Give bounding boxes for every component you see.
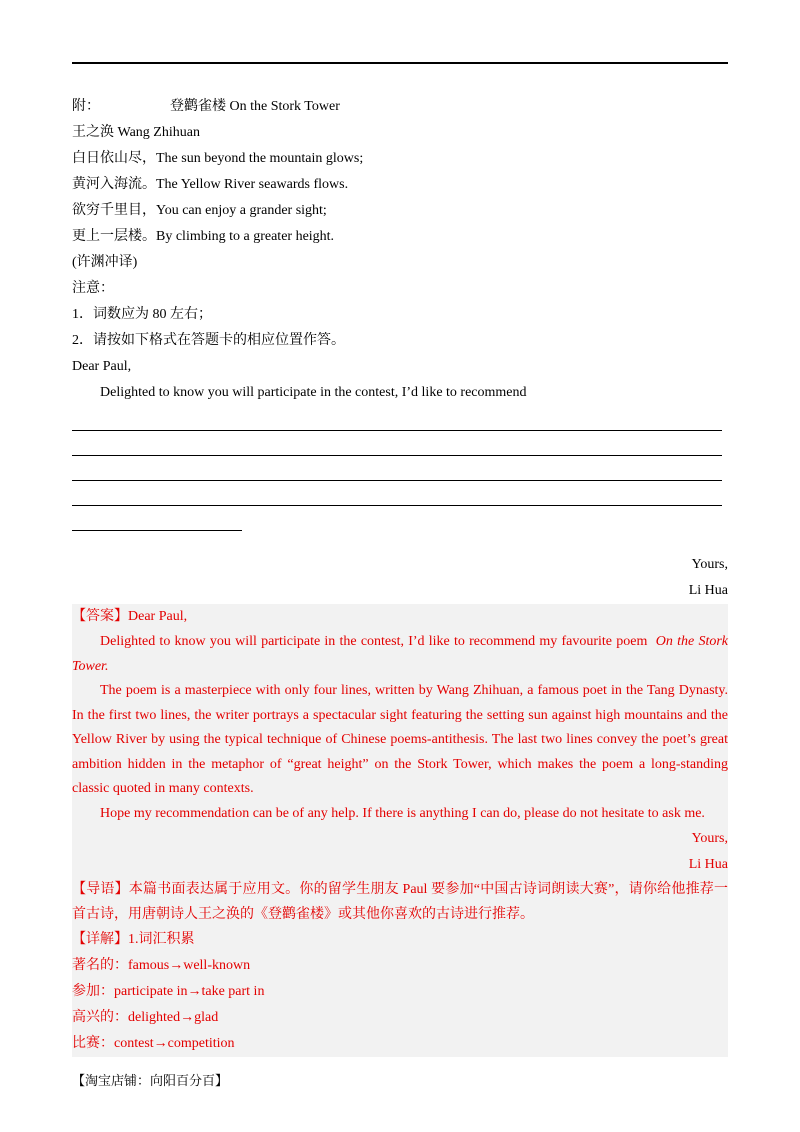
- answer-paragraph-1: [72, 630, 728, 679]
- document-body: [72, 94, 728, 1057]
- answer-header: [72, 604, 728, 630]
- blank-line: [72, 455, 722, 456]
- answer-paragraph-2: The poem is a masterpiece with only four lines, written by Wang Zhihuan, a famous poet in the Tang Dynasty. In the first two lines, the writer portrays a spectacular sight featuring the setting sun against high mountains and the Yellow River by using the typical technique of Chinese poems-antithesis. The last two lines convey the poet’s great ambition hidden in the metaphor of “great height” on the Stork Tower, which makes the poem a long-standing classic quoted in many contexts.: [72, 683, 728, 796]
- note-item-2: 2．请按如下格式在答题卡的相应位置作答。: [72, 333, 345, 348]
- answer-salutation: Dear Paul,: [128, 609, 188, 624]
- blank-line-short: [72, 530, 242, 531]
- details-tag: 【详解】: [72, 932, 128, 947]
- blank-line: [72, 505, 722, 506]
- notes-heading: 注意：: [72, 281, 114, 296]
- guide-text: 本篇书面表达属于应用文。你的留学生朋友 Paul 要参加“中国古诗词朗读大赛”，请你给他推荐一首古诗，用唐朝诗人王之涣的《登鹳雀楼》或其他你喜欢的古诗进行推荐。: [72, 882, 728, 922]
- poem-line-2: 黄河入海流。The Yellow River seawards flows.: [72, 177, 349, 192]
- answer-closing: Yours,: [691, 831, 728, 846]
- answer-blank-lines: [72, 430, 728, 552]
- poem-author: 王之涣 Wang Zhihuan: [72, 125, 200, 140]
- vocab-item-1: 著名的：famous→well-known: [72, 958, 251, 973]
- answer-poem-title: On the Stork Tower.: [72, 634, 729, 674]
- letter-opening: Delighted to know you will participate in the contest, I’d like to recommend: [100, 385, 527, 400]
- poem-line-1: 白日依山尽，The sun beyond the mountain glows;: [72, 151, 364, 166]
- guide-tag: 【导语】: [72, 882, 129, 897]
- poem-line-4: 更上一层楼。By climbing to a greater height.: [72, 229, 335, 244]
- vocab-item-4: 比赛：contest→competition: [72, 1036, 235, 1051]
- letter-closing: Yours,: [691, 557, 728, 572]
- vocab-item-2: 参加：participate in→take part in: [72, 984, 265, 999]
- page-footer: 【淘宝店铺：向阳百分百】: [72, 1073, 229, 1088]
- answer-paragraph-1-text: Delighted to know you will participate in the contest, I’d like to recommend my favourite poem: [100, 634, 648, 649]
- answer-paragraph-3: Hope my recommendation can be of any help. If there is anything I can do, please do not hesitate to ask me.: [100, 805, 705, 821]
- header-rule: [72, 62, 728, 64]
- poem-title: 登鹳雀楼 On the Stork Tower: [170, 99, 340, 114]
- attachment-label: 附：: [72, 99, 100, 114]
- details-header: [72, 927, 728, 953]
- blank-line: [72, 430, 722, 431]
- poem-line-3: 欲穷千里目，You can enjoy a grander sight;: [72, 203, 327, 218]
- letter-signature: Li Hua: [688, 583, 728, 598]
- letter-salutation: Dear Paul,: [72, 359, 132, 374]
- answer-tag: 【答案】: [72, 609, 128, 624]
- guide-paragraph: [72, 878, 728, 927]
- note-item-1: 1．词数应为 80 左右；: [72, 307, 212, 322]
- attachment-title-line: [72, 94, 728, 120]
- blank-line: [72, 480, 722, 481]
- answer-signature: Li Hua: [688, 857, 728, 872]
- details-heading: 1.词汇积累: [128, 932, 195, 947]
- answer-section: [72, 604, 728, 1057]
- translator-credit: (许渊冲译): [72, 255, 138, 270]
- vocab-item-3: 高兴的：delighted→glad: [72, 1010, 219, 1025]
